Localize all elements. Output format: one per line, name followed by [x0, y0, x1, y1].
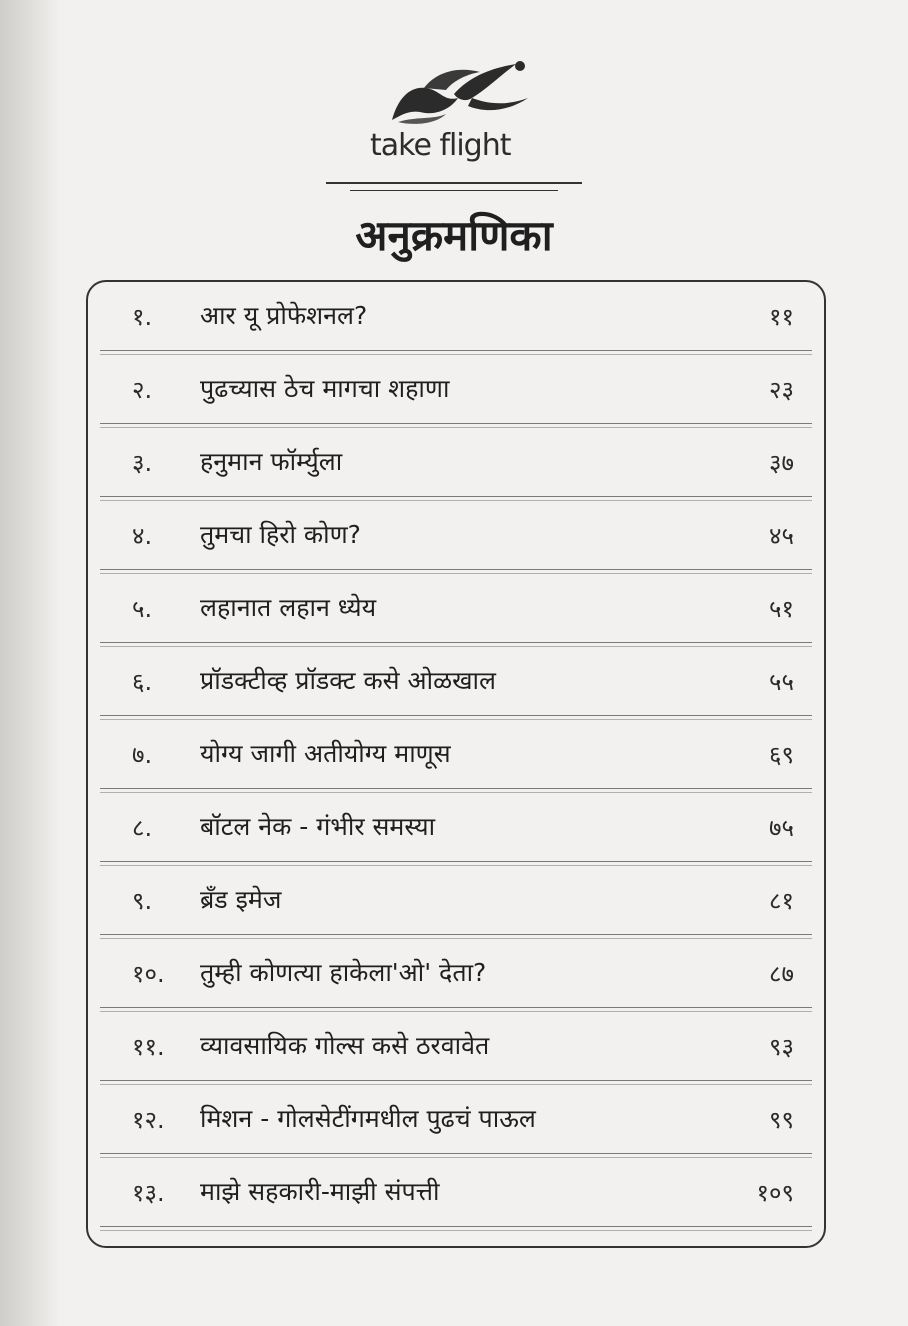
chapter-page: ४५ [769, 522, 794, 550]
chapter-number: १३. [132, 1179, 165, 1207]
chapter-page: ८७ [769, 960, 794, 988]
toc-row [88, 355, 824, 428]
chapter-page: ३७ [769, 449, 794, 477]
toc-row [88, 939, 824, 1012]
chapter-number: ६. [132, 668, 153, 696]
page-gutter-shadow [0, 0, 60, 1326]
chapter-page: १०९ [756, 1179, 794, 1207]
chapter-page: ५५ [769, 668, 794, 696]
chapter-number: ११. [132, 1033, 165, 1061]
page-title: अनुक्रमणिका [355, 211, 553, 260]
title-rule-top [326, 182, 582, 184]
chapter-title: प्रॉडक्टीव्ह प्रॉडक्ट कसे ओळखाल [200, 666, 496, 695]
chapter-number: ४. [132, 522, 153, 550]
toc-row [88, 282, 824, 355]
chapter-page: ६९ [769, 741, 794, 769]
chapter-page: ८१ [769, 887, 794, 915]
title-rule-bottom [350, 190, 558, 191]
chapter-number: ९. [132, 887, 153, 915]
chapter-title: माझे सहकारी-माझी संपत्ती [200, 1177, 440, 1206]
chapter-page: ५१ [769, 595, 794, 623]
chapter-number: ७. [132, 741, 153, 769]
table-of-contents [86, 280, 826, 1248]
chapter-title: व्यावसायिक गोल्स कसे ठरवावेत [200, 1031, 490, 1060]
chapter-title: योग्य जागी अतीयोग्य माणूस [200, 739, 451, 768]
chapter-page: ११ [769, 303, 794, 331]
chapter-title: पुढच्यास ठेच मागचा शहाणा [200, 374, 450, 403]
chapter-title: बॉटल नेक - गंभीर समस्या [200, 812, 436, 841]
chapter-page: २३ [769, 376, 794, 404]
chapter-number: ५. [132, 595, 153, 623]
chapter-title: लहानात लहान ध्येय [200, 593, 377, 622]
toc-row [88, 1012, 824, 1085]
chapter-page: ७५ [769, 814, 794, 842]
chapter-title: तुम्ही कोणत्या हाकेला'ओ' देता? [200, 958, 487, 987]
chapter-number: ८. [132, 814, 153, 842]
chapter-title: ब्रँड इमेज [200, 885, 282, 914]
toc-row [88, 1158, 824, 1231]
chapter-number: २. [132, 376, 153, 404]
toc-row [88, 647, 824, 720]
chapter-number: ३. [132, 449, 153, 477]
chapter-number: १२. [132, 1106, 165, 1134]
toc-row [88, 866, 824, 939]
flying-figure-icon [388, 58, 538, 128]
chapter-title: तुमचा हिरो कोण? [200, 520, 361, 549]
toc-row [88, 428, 824, 501]
toc-row [88, 1085, 824, 1158]
chapter-page: ९९ [769, 1106, 794, 1134]
chapter-page: ९३ [769, 1033, 794, 1061]
toc-row [88, 720, 824, 793]
chapter-title: आर यू प्रोफेशनल? [200, 301, 368, 330]
chapter-title: मिशन - गोलसेटींगमधील पुढचं पाऊल [200, 1104, 536, 1133]
logo-wordmark: take flight [370, 128, 511, 163]
toc-row [88, 793, 824, 866]
row-divider [100, 1226, 812, 1231]
chapter-title: हनुमान फॉर्म्युला [200, 447, 343, 476]
toc-row [88, 501, 824, 574]
chapter-number: १०. [132, 960, 165, 988]
chapter-number: १. [132, 303, 153, 331]
toc-row [88, 574, 824, 647]
